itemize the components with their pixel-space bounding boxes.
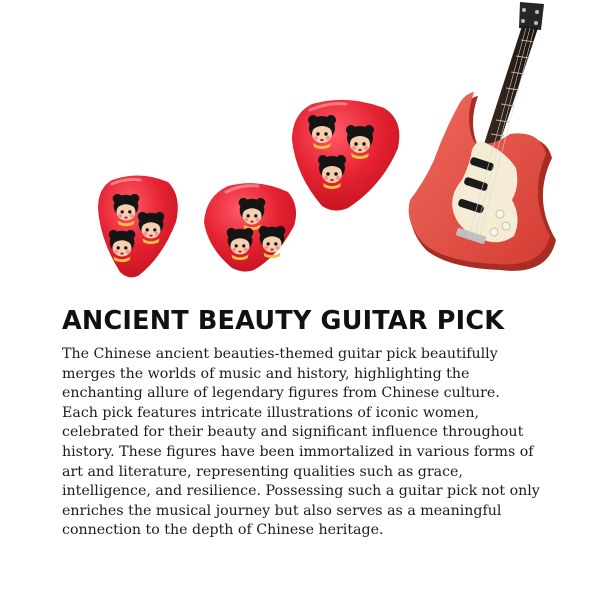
guitar-pick-icon: [98, 175, 178, 277]
guitar-pick-icon: [292, 100, 399, 211]
product-description: The Chinese ancient beauties-themed guitar pick beautifully merges the worlds of music and history, highlighting the enchanting allure of legendary figures from Chinese culture. Each pick features intricate illustrations of iconic women, celebrated for their beauty and significant influence throughout history. These figures have been immortalized in various forms of art and literature, representing qualities such as grace, intelligence, and resilience. Possessing such a guitar pick not only enriches the musical journey but also serves as a meaningful connection to the depth of Chinese heritage.: [62, 346, 540, 539]
guitar-pick-icon: [204, 183, 296, 272]
electric-guitar-icon: [409, 2, 556, 271]
product-title: ANCIENT BEAUTY GUITAR PICK: [62, 306, 505, 336]
